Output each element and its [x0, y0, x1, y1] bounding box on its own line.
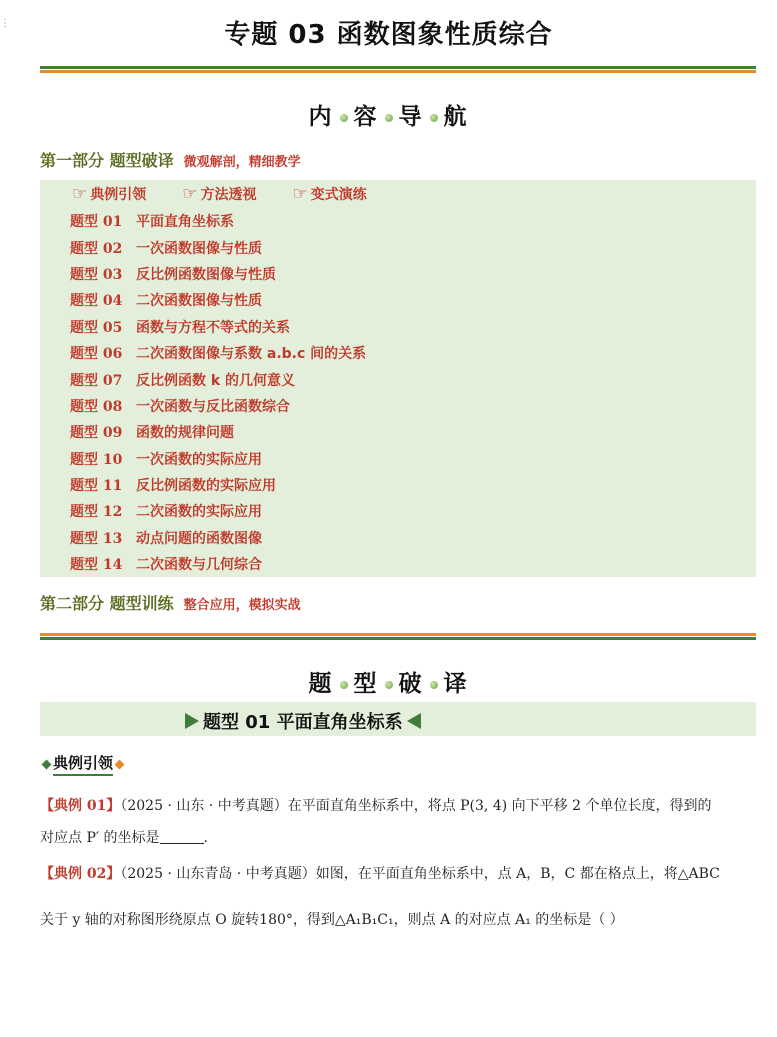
- toc-item[interactable]: [70, 287, 366, 313]
- toc-item-title: 动点问题的函数图像: [136, 530, 262, 547]
- example-02: [40, 864, 756, 930]
- example-01-line2: 对应点 P′ 的坐标是: [40, 830, 160, 846]
- green-dot-icon: [385, 681, 393, 689]
- top-divider-stripe: [40, 66, 756, 73]
- section-heading: [0, 665, 777, 698]
- toc-item-number: 题型 11: [70, 478, 123, 495]
- toc-item-number: 题型 01: [70, 214, 123, 231]
- toc-item[interactable]: [70, 551, 366, 577]
- part-two-label: 第二部分 题型训练: [40, 594, 174, 613]
- middle-divider-stripe: [40, 632, 756, 639]
- part-one-subtitle: 微观解剖，精细教学: [183, 155, 301, 170]
- toc-item-number: 题型 10: [70, 451, 123, 468]
- toc-item-number: 题型 06: [70, 346, 123, 363]
- tab-label: 变式演练: [310, 187, 367, 203]
- toc-item-title: 函数的规律问题: [136, 425, 234, 442]
- page-title: 专题 03 函数图象性质综合: [224, 20, 553, 50]
- section-heading-char: 题: [308, 671, 334, 697]
- toc-item-number: 题型 02: [70, 240, 123, 257]
- tab-label: 方法透视: [200, 187, 257, 203]
- example-01: [40, 796, 756, 848]
- part-two-heading: [40, 591, 301, 614]
- toc-item-number: 题型 09: [70, 425, 123, 442]
- nav-heading-char: 导: [398, 104, 424, 130]
- diamond-icon: [115, 759, 125, 769]
- toc-item-number: 题型 08: [70, 398, 123, 415]
- part-one-heading: [40, 148, 301, 171]
- toc-item-number: 题型 03: [70, 266, 123, 283]
- nav-heading: [0, 98, 777, 131]
- nav-heading-char: 内: [308, 104, 334, 130]
- toc-item-number: 题型 04: [70, 293, 123, 310]
- section-heading-char: 破: [398, 671, 424, 697]
- arrow-right-icon: [185, 713, 199, 729]
- answer-blank: [160, 829, 204, 844]
- part-two-subtitle: 整合应用，模拟实战: [183, 598, 301, 613]
- toc-item-title: 二次函数图像与性质: [136, 293, 262, 310]
- arrow-left-icon: [407, 713, 421, 729]
- toc-item[interactable]: [70, 208, 366, 234]
- toc-item[interactable]: [70, 261, 366, 287]
- example-01-end: .: [203, 830, 208, 846]
- toc-item[interactable]: [70, 419, 366, 445]
- toc-item-title: 平面直角坐标系: [136, 214, 234, 231]
- toc-item-title: 函数与方程不等式的关系: [136, 319, 290, 336]
- toc-item[interactable]: [70, 314, 366, 340]
- tab-variant-practice[interactable]: [293, 184, 367, 204]
- toc-item-title: 一次函数与反比函数综合: [136, 398, 290, 415]
- example-section-label: [40, 752, 126, 776]
- nav-tabs: [72, 184, 403, 204]
- part-one-label: 第一部分 题型破译: [40, 151, 174, 170]
- toc-item-title: 反比例函数的实际应用: [136, 478, 276, 495]
- toc-item[interactable]: [70, 472, 366, 498]
- green-dot-icon: [430, 114, 438, 122]
- example-01-tag: 【典例 01】: [40, 798, 121, 814]
- pointing-hand-icon: ☞: [292, 184, 308, 204]
- toc-item-number: 题型 14: [70, 557, 123, 574]
- green-dot-icon: [340, 681, 348, 689]
- toc-item-title: 一次函数的实际应用: [136, 451, 262, 468]
- toc-item[interactable]: [70, 366, 366, 392]
- toc-item-number: 题型 07: [70, 372, 123, 389]
- toc-item-number: 题型 12: [70, 504, 123, 521]
- side-margin-marker: ⋮: [0, 18, 10, 29]
- toc-item-number: 题型 13: [70, 530, 123, 547]
- green-dot-icon: [385, 114, 393, 122]
- green-dot-icon: [340, 114, 348, 122]
- section-heading-char: 型: [353, 671, 379, 697]
- example-label-text: 典例引领: [53, 752, 113, 776]
- tab-method-insight[interactable]: [182, 184, 256, 204]
- diamond-icon: [42, 759, 52, 769]
- toc-item-title: 二次函数与几何综合: [136, 557, 262, 574]
- example-02-line1: （2025 · 山东青岛 · 中考真题）如图，在平面直角坐标系中，点 A，B，C 都在格点上，将△ABC: [120, 866, 720, 882]
- toc-item[interactable]: [70, 340, 366, 366]
- toc-item[interactable]: [70, 498, 366, 524]
- type-01-title-bar: [40, 702, 756, 736]
- tab-typical-examples[interactable]: [72, 184, 146, 204]
- section-heading-char: 译: [443, 671, 469, 697]
- example-02-tag: 【典例 02】: [40, 866, 121, 882]
- toc-item-title: 二次函数图像与系数 a.b.c 间的关系: [136, 346, 367, 363]
- tab-label: 典例引领: [90, 187, 147, 203]
- toc-item[interactable]: [70, 525, 366, 551]
- nav-heading-char: 航: [443, 104, 469, 130]
- toc-item[interactable]: [70, 393, 366, 419]
- toc-item[interactable]: [70, 234, 366, 260]
- example-01-line1: （2025 · 山东 · 中考真题）在平面直角坐标系中，将点 P(3, 4) 向下平移 2 个单位长度，得到的: [120, 798, 712, 814]
- nav-heading-char: 容: [353, 104, 379, 130]
- pointing-hand-icon: ☞: [72, 184, 88, 204]
- toc-item-title: 反比例函数 k 的几何意义: [136, 372, 296, 389]
- pointing-hand-icon: ☞: [182, 184, 198, 204]
- toc-item[interactable]: [70, 446, 366, 472]
- toc-list: [70, 208, 366, 577]
- toc-item-title: 一次函数图像与性质: [136, 240, 262, 257]
- green-dot-icon: [430, 681, 438, 689]
- toc-item-title: 二次函数的实际应用: [136, 504, 262, 521]
- toc-item-title: 反比例函数图像与性质: [136, 266, 276, 283]
- toc-item-number: 题型 05: [70, 319, 123, 336]
- example-02-line2: 关于 y 轴的对称图形绕原点 O 旋转180°，得到△A₁B₁C₁，则点 A 的对应点 A₁ 的坐标是（ ）: [40, 912, 624, 928]
- type-01-title: 题型 01 平面直角坐标系: [203, 712, 403, 733]
